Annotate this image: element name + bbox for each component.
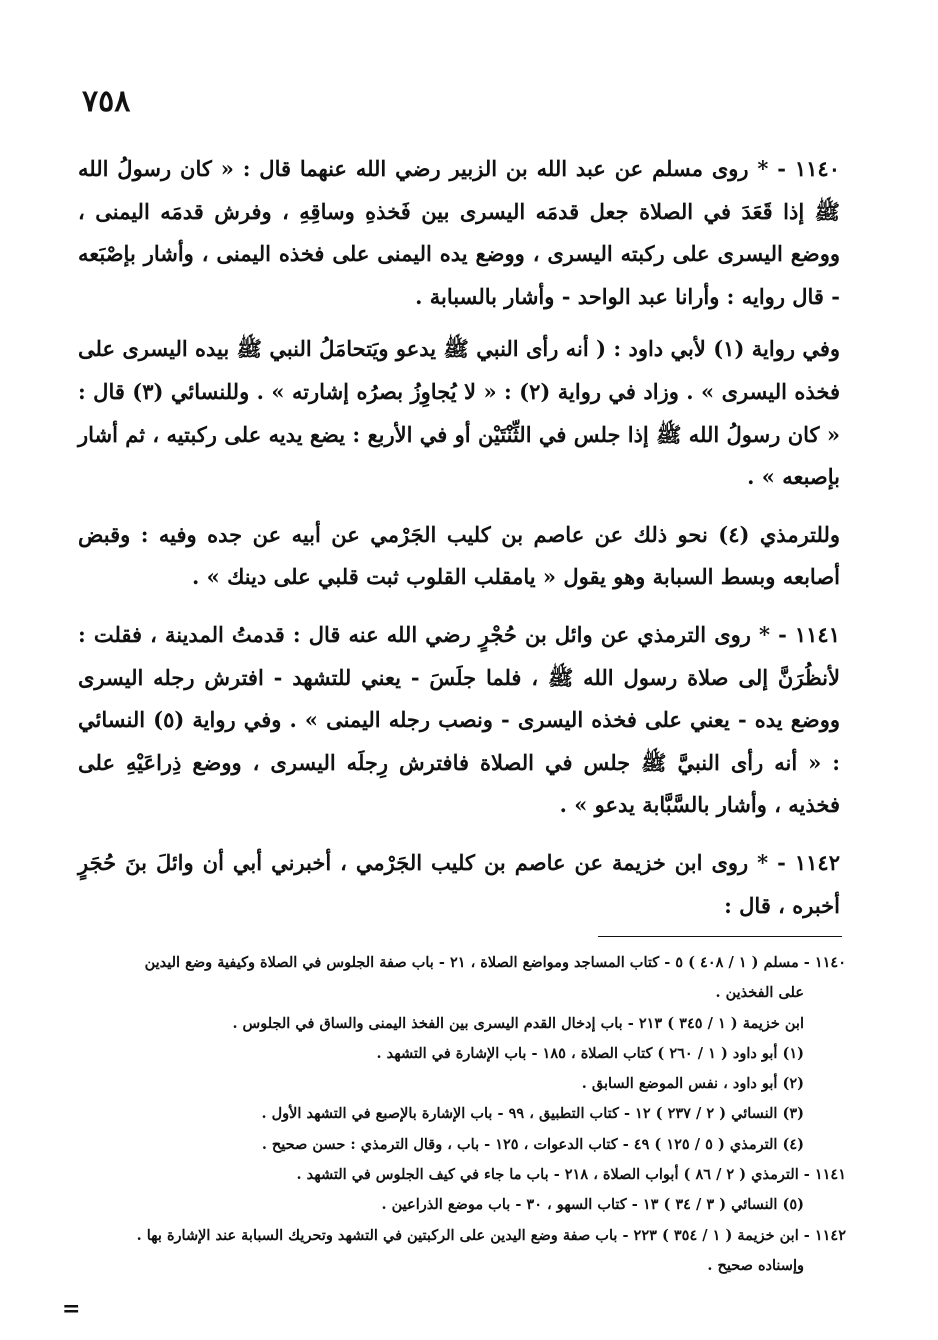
footnote-divider <box>598 936 842 937</box>
footnote-line: ١١٤١ - الترمذي ( ٢ / ٨٦ ) أبواب الصلاة ، ٢١٨ - باب ما جاء في كيف الجلوس في التشهد . <box>296 1166 846 1184</box>
footnote-line: (٢) أبو داود ، نفس الموضع السابق . <box>581 1075 804 1093</box>
paragraph-hadith-1141: ١١٤١ - * روى الترمذي عن وائل بن حُجْرٍ رضي الله عنه قال : قدمتُ المدينة ، فقلت : لأنظُرَنَّ إلى صلاة رسول الله ﷺ ، فلما جلَسَ - يعني للتشهد - افترش رجله اليسرى ووضع يده - يعني على فخذه اليسرى - ونصب رجله اليمنى » . وفي رواية (٥) النسائي : « أنه رأى النبيَّ ﷺ جلس في الصلاة فافترش رِجلَه اليسرى ، ووضع ذِراعَيْهِ على فخذيه ، وأشار بالسَّبَّابة يدعو » . <box>78 621 840 818</box>
main-text <box>78 148 840 942</box>
page-number: ٧٥٨ <box>82 84 131 119</box>
footnote-line: على الفخذين . <box>715 984 804 1002</box>
footnote-line: (١) أبو داود ( ١ / ٢٦٠ ) كتاب الصلاة ، ١٨٥ - باب الإشارة في التشهد . <box>376 1044 804 1062</box>
footnotes <box>78 948 846 1281</box>
footnote-line: وإسناده صحيح . <box>707 1256 804 1274</box>
footnote-line: ١١٤٠ - مسلم ( ١ / ٤٠٨ ) ٥ - كتاب المساجد ومواضع الصلاة ، ٢١ - باب صفة الجلوس في الصلاة وكيفية وضع اليدين <box>144 954 846 971</box>
paragraph-hadith-1140: ١١٤٠ - * روى مسلم عن عبد الله بن الزبير رضي الله عنهما قال : « كان رسولُ الله ﷺ إذا قَعَدَ في الصلاة جعل قدمَه اليسرى بين فَخذهِ وساقِهِ ، وفرش قدمَه اليمنى ، ووضع اليسرى على ركبته اليسرى ، ووضع يده اليمنى على فخذه اليمنى ، وأشار بإصْبَعه - قال روايه : وأرانا عبد الواحد - وأشار بالسبابة . <box>78 156 840 309</box>
paragraph-hadith-1142: ١١٤٢ - * روى ابن خزيمة عن عاصم بن كليب الجَرْمي ، أخبرني أبي أن وائلَ بنَ حُجَرٍ أخبره ، قال : <box>78 849 840 918</box>
footnote-line: (٣) النسائي ( ٢ / ٢٣٧ ) ١٢ - كتاب التطبيق ، ٩٩ - باب الإشارة بالإصبع في التشهد الأول . <box>261 1105 804 1123</box>
end-mark: = <box>62 1296 81 1322</box>
footnote-line: (٥) النسائي ( ٣ / ٣٤ ) ١٣ - كتاب السهو ، ٣٠ - باب موضع الذراعين . <box>381 1196 804 1214</box>
paragraph-abu-dawud-nasai: وفي رواية (١) لأبي داود : ( أنه رأى النبي ﷺ يدعو ويَتحامَلُ النبي ﷺ بيده اليسرى على فخذه اليسرى » . وزاد في رواية (٢) : « لا يُجاوِزُ بصرُه إشارته » . وللنسائي (٣) قال : « كان رسولُ الله ﷺ إذا جلس في الثِّنْتَيْن أو في الأربع : يضع يديه على ركبتيه ، ثم أشار بإصبعه » . <box>78 336 840 490</box>
footnote-line: ابن خزيمة ( ١ / ٣٤٥ ) ٢١٣ - باب إدخال القدم اليسرى بين الفخذ اليمنى والساق في الجلوس . <box>232 1014 804 1032</box>
paragraph-tirmidhi: وللترمذي (٤) نحو ذلك عن عاصم بن كليب الجَرْمي عن أبيه عن جده وفيه : وقبض أصابعه وبسط السبابة وهو يقول « يامقلب القلوب ثبت قلبي على دينك » . <box>78 521 840 590</box>
footnote-line: ١١٤٢ - ابن خزيمة ( ١ / ٣٥٤ ) ٢٢٣ - باب صفة وضع اليدين على الركبتين في التشهد وتحريك السبابة عند الإشارة بها . <box>136 1226 846 1244</box>
footnote-line: (٤) الترمذي ( ٥ / ١٢٥ ) ٤٩ - كتاب الدعوات ، ١٢٥ - باب ، وقال الترمذي : حسن صحيح . <box>261 1135 804 1153</box>
